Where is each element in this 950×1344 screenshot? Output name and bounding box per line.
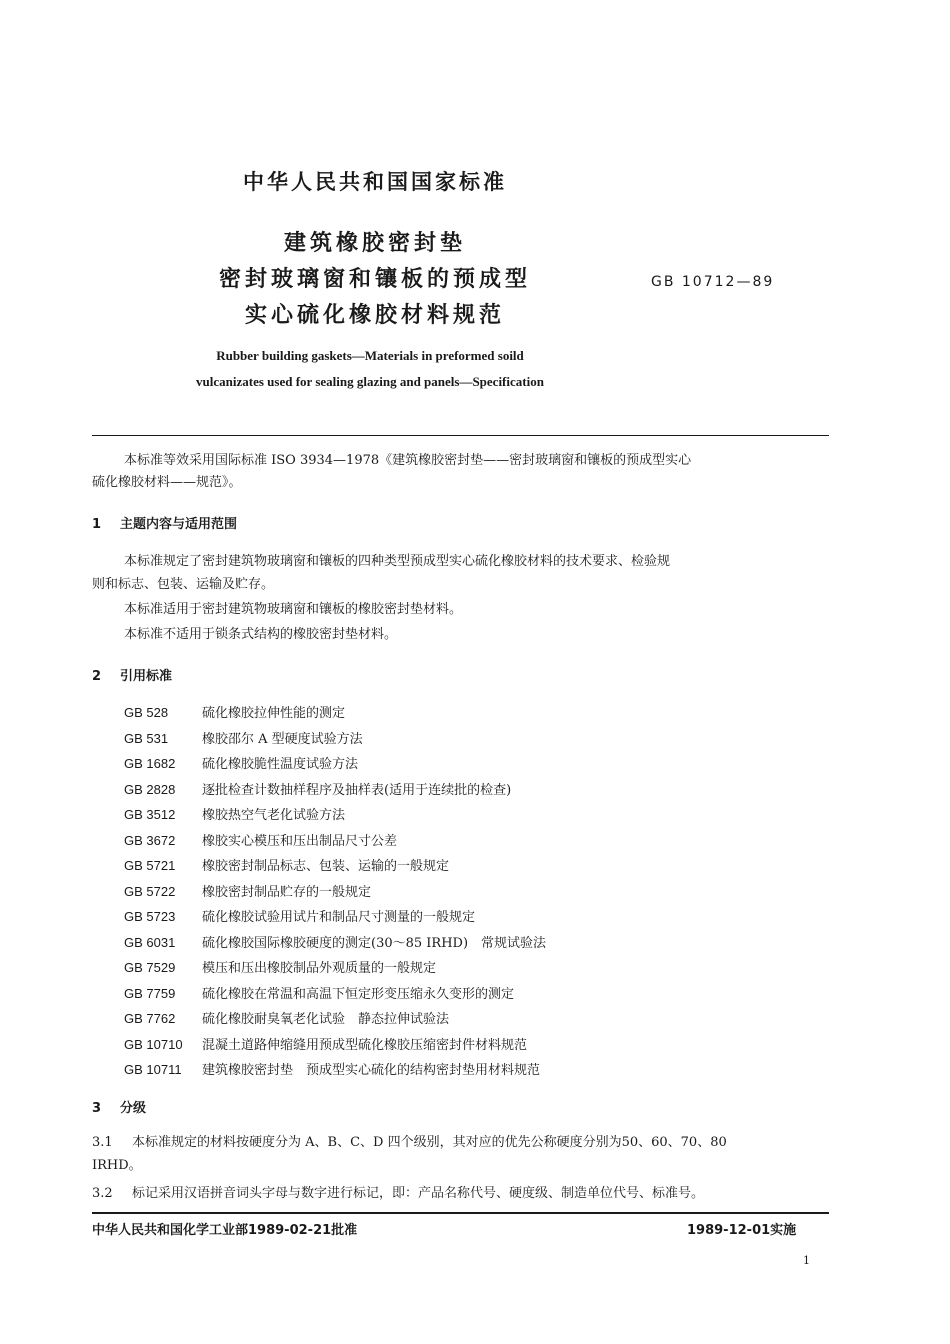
- clause-3-1-number: 3.1: [92, 1135, 113, 1150]
- reference-code: GB 531: [124, 730, 169, 746]
- reference-title: 橡胶密封制品标志、包装、运输的一般规定: [202, 859, 450, 874]
- reference-title: 混凝土道路伸缩缝用预成型硫化橡胶压缩密封件材料规范: [202, 1037, 528, 1053]
- reference-title: 硫化橡胶脆性温度试验方法: [202, 757, 359, 772]
- section-1-para-2: 本标准适用于密封建筑物玻璃窗和镶板的橡胶密封垫材料。: [124, 602, 463, 617]
- national-standard-heading: 中华人民共和国国家标准: [243, 170, 507, 194]
- title-line-2: 密封玻璃窗和镶板的预成型: [218, 267, 531, 292]
- reference-title: 硫化橡胶试验用试片和制品尺寸测量的一般规定: [202, 910, 476, 925]
- reference-item: [124, 1057, 546, 1083]
- section-2-title: 引用标准: [120, 669, 173, 684]
- reference-code: GB 7759: [124, 985, 176, 1001]
- reference-code: GB 6031: [124, 934, 176, 950]
- reference-item: [124, 904, 546, 930]
- reference-item: [124, 802, 546, 828]
- clause-3-1-line-2: IRHD。: [92, 1158, 142, 1173]
- reference-code: GB 7529: [124, 960, 176, 975]
- reference-title: 模压和压出橡胶制品外观质量的一般规定: [202, 961, 437, 976]
- clause-3-2-number: 3.2: [92, 1186, 113, 1201]
- reference-title: 逐批检查计数抽样程序及抽样表(适用于连续批的检查): [202, 782, 512, 798]
- reference-item: [124, 1006, 546, 1032]
- section-3-number: 3: [92, 1101, 102, 1116]
- clause-3-2: [92, 1181, 704, 1207]
- reference-item: [124, 1032, 546, 1058]
- reference-code: GB 528: [124, 705, 169, 720]
- title-line-3: 实心硫化橡胶材料规范: [244, 303, 505, 328]
- reference-item: [124, 853, 546, 879]
- reference-code: GB 10710: [124, 1036, 183, 1052]
- intro-line-2: 硫化橡胶材料——规范》。: [92, 475, 242, 490]
- section-1-para-3: 本标准不适用于锁条式结构的橡胶密封垫材料。: [124, 627, 398, 642]
- reference-code: GB 3512: [124, 807, 176, 822]
- reference-code: GB 5722: [124, 883, 176, 899]
- section-2-number: 2: [92, 669, 102, 684]
- clause-3-2-text: 标记采用汉语拼音词头字母与数字进行标记，即：产品名称代号、硬度级、制造单位代号、标准号。: [132, 1186, 705, 1201]
- reference-title: 橡胶密封制品贮存的一般规定: [202, 884, 372, 900]
- section-1-number: 1: [92, 517, 102, 532]
- reference-title: 橡胶实心模压和压出制品尺寸公差: [202, 833, 398, 849]
- implementation-date: 1989-12-01实施: [687, 1223, 797, 1238]
- header-divider: [92, 435, 829, 436]
- reference-title: 硫化橡胶拉伸性能的测定: [202, 706, 346, 721]
- reference-title: 硫化橡胶耐臭氧老化试验 静态拉伸试验法: [202, 1012, 450, 1027]
- reference-title: 硫化橡胶国际橡胶硬度的测定(30～85 IRHD) 常规试验法: [202, 935, 547, 951]
- reference-item: [124, 700, 546, 726]
- reference-code: GB 1682: [124, 756, 176, 771]
- reference-item: [124, 879, 546, 905]
- clause-3-1-line-1: [92, 1130, 727, 1156]
- reference-title: 橡胶邵尔 A 型硬度试验方法: [202, 731, 363, 747]
- english-title-line-1: Rubber building gaskets—Materials in preformed soild: [216, 348, 524, 363]
- approval-statement: 中华人民共和国化学工业部1989-02-21批准: [92, 1223, 358, 1238]
- reference-code: GB 7762: [124, 1011, 176, 1026]
- intro-line-1: 本标准等效采用国际标准 ISO 3934—1978《建筑橡胶密封垫——密封玻璃窗和镶板的预成型实心: [124, 453, 692, 468]
- reference-list: [124, 700, 546, 1083]
- section-3-heading: [92, 1097, 146, 1116]
- footer-divider: [92, 1212, 829, 1214]
- reference-item: [124, 828, 546, 854]
- reference-code: GB 5723: [124, 909, 176, 924]
- reference-code: GB 2828: [124, 781, 176, 797]
- reference-code: GB 3672: [124, 832, 176, 848]
- reference-title: 橡胶热空气老化试验方法: [202, 808, 346, 823]
- section-3-title: 分级: [120, 1101, 147, 1116]
- reference-item: [124, 751, 546, 777]
- page-number: 1: [803, 1254, 810, 1267]
- section-1-para-1-line-1: 本标准规定了密封建筑物玻璃窗和镶板的四种类型预成型实心硫化橡胶材料的技术要求、检验规: [124, 554, 671, 569]
- reference-item: [124, 777, 546, 803]
- reference-item: [124, 930, 546, 956]
- reference-code: GB 10711: [124, 1062, 182, 1077]
- section-1-title: 主题内容与适用范围: [120, 517, 238, 532]
- section-1-para-1-line-2: 则和标志、包装、运输及贮存。: [92, 577, 275, 592]
- section-1-heading: [92, 513, 237, 532]
- title-line-1: 建筑橡胶密封垫: [283, 231, 466, 256]
- reference-code: GB 5721: [124, 858, 176, 873]
- clause-3-1-text: 本标准规定的材料按硬度分为 A、B、C、D 四个级别，其对应的优先公称硬度分别为50、60、70、80: [132, 1135, 727, 1150]
- reference-item: [124, 981, 546, 1007]
- standard-number: GB 10712—89: [651, 274, 775, 290]
- reference-item: [124, 955, 546, 981]
- section-2-heading: [92, 665, 172, 684]
- reference-title: 硫化橡胶在常温和高温下恒定形变压缩永久变形的测定: [202, 986, 515, 1002]
- english-title-line-2: vulcanizates used for sealing glazing and panels—Specification: [196, 374, 544, 389]
- reference-item: [124, 726, 546, 752]
- reference-title: 建筑橡胶密封垫 预成型实心硫化的结构密封垫用材料规范: [202, 1063, 541, 1078]
